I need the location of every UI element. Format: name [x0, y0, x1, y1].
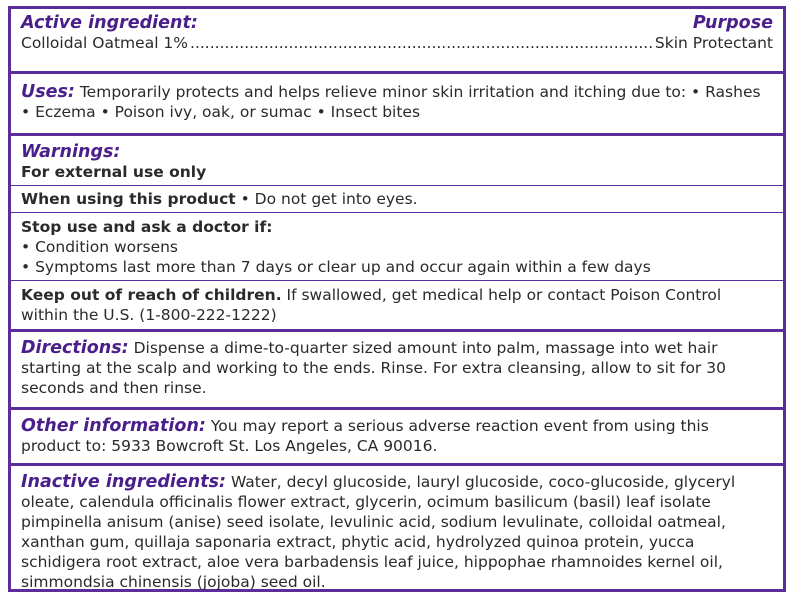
external-use-label: For external use only: [21, 163, 207, 181]
stop-use-label: Stop use and ask a doctor if:: [21, 218, 273, 236]
purpose-heading: Purpose: [692, 13, 773, 33]
active-ingredient-section: [11, 13, 783, 53]
uses-text: Temporarily protects and helps relieve minor skin irritation and itching due to: • Rashes • Eczema • Poison ivy, oak, or sumac • Insect bites: [21, 83, 761, 121]
keep-out-text: If swallowed, get medical help or contact Poison Control within the U.S. (1-800-222-1222): [21, 286, 722, 324]
stop-use-item: • Symptoms last more than 7 days or clear up and occur again within a few days: [21, 258, 651, 276]
ingredient-purpose: Skin Protectant: [654, 34, 773, 52]
directions-section: [11, 329, 783, 398]
other-info-text: You may report a serious adverse reaction event from using this product to: 5933 Bowcroft St. Los Angeles, CA 90016.: [21, 417, 709, 455]
warnings-section: [11, 133, 783, 182]
other-info-section: [11, 407, 783, 456]
other-info-heading: Other information:: [21, 416, 206, 436]
warnings-heading: Warnings:: [21, 142, 121, 162]
keep-out-section: [11, 280, 783, 325]
when-using-label: When using this product: [21, 190, 236, 208]
inactive-ingredients-section: [11, 463, 783, 592]
inactive-ingredients-text: Water, decyl glucoside, lauryl glucoside, coco-glucoside, glyceryl oleate, calendula officinalis flower extract, glycerin, ocimum basilicum (basil) leaf isolate pimpinella anisum (anise) seed isolate, levulinic acid, sodium levulinate, colloidal oatmeal, xanthan gum, quillaja saponaria extract, phytic acid, hydrolyzed quinoa protein, yucca schidigera root extract, aloe vera barbadensis leaf juice, hippophae rhamnoides kernel oil, simmondsia chinensis (jojoba) seed oil.: [21, 473, 736, 591]
dot-leader: [190, 33, 653, 53]
uses-heading: Uses:: [21, 82, 75, 102]
when-using-section: [11, 185, 783, 209]
directions-text: Dispense a dime-to-quarter sized amount into palm, massage into wet hair starting at the scalp and working to the ends. Rinse. For extra cleansing, allow to sit for 30 seconds and then rinse.: [21, 339, 726, 397]
directions-heading: Directions:: [21, 338, 129, 358]
ingredient-name: Colloidal Oatmeal 1%: [21, 34, 189, 52]
active-ingredient-row: [21, 33, 773, 53]
stop-use-section: [11, 212, 783, 277]
stop-use-item: • Condition worsens: [21, 238, 179, 256]
when-using-text: • Do not get into eyes.: [235, 190, 418, 208]
keep-out-label: Keep out of reach of children.: [21, 286, 282, 304]
active-ingredient-heading: Active ingredient:: [21, 13, 198, 33]
inactive-ingredients-heading: Inactive ingredients:: [21, 472, 227, 492]
drug-facts-panel: [8, 6, 786, 592]
uses-section: [11, 71, 783, 122]
